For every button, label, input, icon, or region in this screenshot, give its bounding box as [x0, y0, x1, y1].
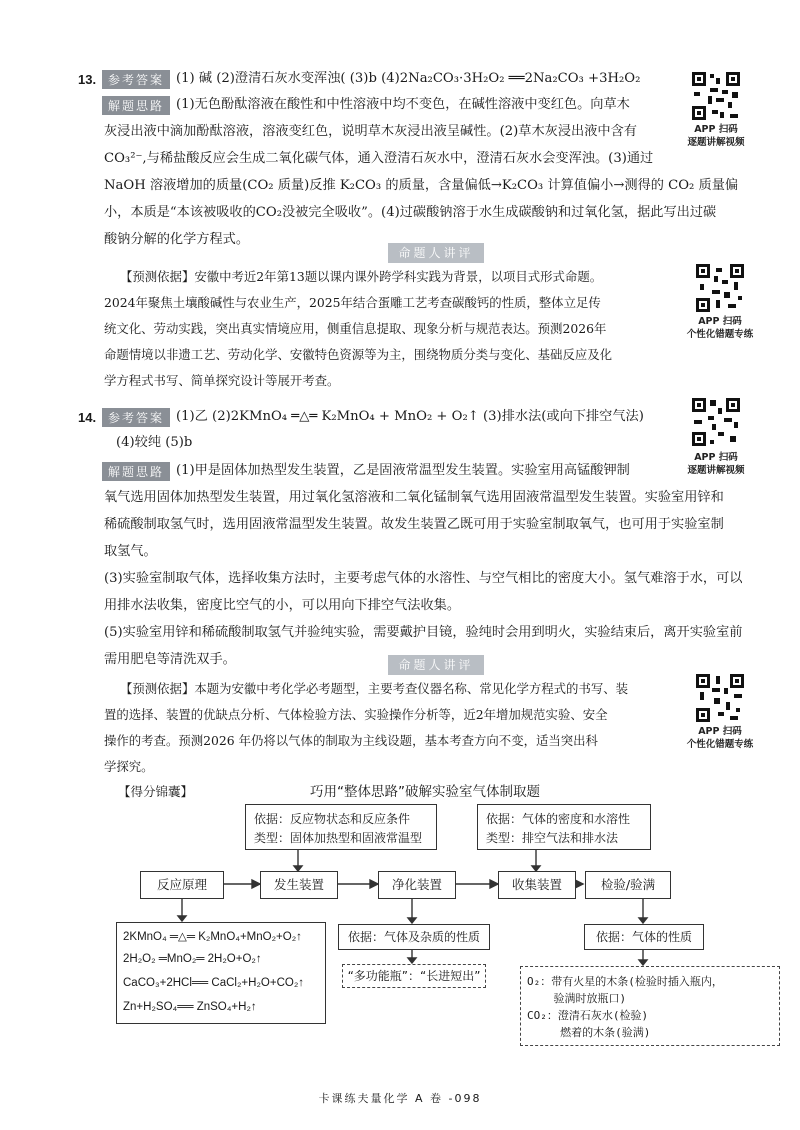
equation: 2H₂O₂ ═MnO₂═ 2H₂O+O₂↑ — [123, 953, 262, 965]
prediction-line: 【预测依据】本题为安徽中考化学必考题型，主要考查仪器名称、常见化学方程式的书写、装 — [120, 681, 629, 696]
qr-caption: APP 扫码 — [698, 316, 742, 327]
analysis-line: 稀硫酸制取氢气时，选用固液常温型发生装置。故发生装置乙既可用于实验室制取氧气，也可用于实验室制 — [104, 517, 724, 532]
collection-basis-text: 依据：气体的密度和水溶性 — [486, 812, 631, 826]
test-line: O₂：带有火星的木条(检验时插入瓶内， — [527, 975, 723, 988]
analysis-line: 氧气选用固体加热型发生装置，用过氧化氢溶液和二氧化锰制氧气选用固液常温型发生装置。实验室用锌和 — [104, 490, 724, 505]
test-line: CO₂：澄清石灰水(检验) — [527, 1009, 649, 1022]
generation-type-text: 类型：固体加热型和固液常温型 — [254, 831, 423, 845]
generation-basis-box — [245, 804, 437, 850]
test-methods-box — [520, 966, 780, 1046]
diagram-title: 巧用“整体思路”破解实验室气体制取题 — [310, 784, 540, 800]
answer-text: (1) 碱 (2)澄清石灰水变浑浊( (3)b (4)2Na₂CO₃·3H₂O₂ ══2Na₂CO₃ +3H₂O₂ — [176, 71, 641, 86]
analysis-line: 需用肥皂等清洗双手。 — [104, 652, 236, 667]
analysis-line: 用排水法收集，密度比空气的小，可以用向下排空气法收集。 — [104, 598, 461, 613]
qr-caption: 个性化错题专练 — [686, 739, 754, 750]
question-number-13: 13. — [78, 72, 97, 87]
analysis-line: 小，本质是“本该被吸收的CO₂没被完全吸收”。(4)过碳酸钠溶于水生成碳酸钠和过氧化氢，据此写出过碳 — [104, 205, 717, 220]
step-generation-device: 发生装置 — [260, 871, 338, 899]
analysis-line: CO₃²⁻,与稀盐酸反应会生成二氧化碳气体，通入澄清石灰水中，澄清石灰水会变浑浊。(3)通过 — [104, 151, 654, 166]
qr-caption: APP 扫码 — [694, 452, 738, 463]
prediction-line: 学探究。 — [104, 759, 154, 774]
analysis-line: 酸钠分解的化学方程式。 — [104, 232, 250, 247]
qr-caption: APP 扫码 — [698, 726, 742, 737]
analysis-line: (1)甲是固体加热型发生装置，乙是固液常温型发生装置。实验室用高锰酸钾制 — [176, 463, 630, 478]
prediction-line: 2024年聚焦土壤酸碱性与农业生产，2025年结合蛋雕工艺考查碳酸钙的性质，整体立足传 — [104, 295, 601, 310]
equation: Zn+H₂SO₄══ ZnSO₄+H₂↑ — [123, 1001, 257, 1013]
answer-tag: 参考答案 — [102, 408, 170, 427]
qr-caption: 逐题讲解视频 — [687, 465, 745, 476]
tips-label: 【得分锦囊】 — [118, 784, 194, 799]
prediction-line: 操作的考查。预测2026 年仍将以气体的制取为主线设题，基本考查方向不变，适当突出科 — [104, 733, 598, 748]
equation: CaCO₃+2HCl══ CaCl₂+H₂O+CO₂↑ — [123, 977, 305, 989]
question-number-14: 14. — [78, 410, 97, 425]
analysis-line: (5)实验室用锌和稀硫酸制取氢气并验纯实验，需要戴护目镜，验纯时会用到明火，实验结束后，离开实验室前 — [104, 625, 743, 640]
prediction-line: 统文化、劳动实践，突出真实情境应用，侧重信息提取、现象分析与规范表达。预测2026年 — [104, 321, 607, 336]
analysis-line: 取氢气。 — [104, 544, 157, 559]
test-basis-box: 依据：气体的性质 — [584, 924, 704, 950]
analysis-line: 灰浸出液中滴加酚酞溶液，溶液变红色，说明草木灰浸出液呈碱性。(2)草木灰浸出液中含有 — [104, 124, 637, 139]
qr-caption: APP 扫码 — [694, 124, 738, 135]
prediction-line: 命题情境以非遗工艺、劳动化学、安徽特色资源等为主，围绕物质分类与变化、基础反应及化 — [104, 347, 613, 362]
test-line: 燃着的木条(验满) — [527, 1026, 651, 1039]
collection-type-text: 类型：排空气法和排水法 — [486, 831, 619, 845]
qr-caption: 逐题讲解视频 — [687, 137, 745, 148]
commentary-banner: 命题人讲评 — [388, 655, 484, 675]
step-purification-device: 净化装置 — [378, 871, 456, 899]
analysis-line: (3)实验室制取气体，选择收集方法时，主要考虑气体的水溶性、与空气相比的密度大小。氢气难溶于水，可以 — [104, 571, 743, 586]
analysis-line: (1)无色酚酞溶液在酸性和中性溶液中均不变色，在碱性溶液中变红色。向草木 — [176, 97, 630, 112]
commentary-banner: 命题人讲评 — [388, 243, 484, 263]
answer-line: (4)较纯 (5)b — [116, 435, 193, 450]
step-collection-device: 收集装置 — [498, 871, 576, 899]
prediction-line: 学方程式书写、简单探究设计等展开考查。 — [104, 373, 340, 388]
page-footer: 卡课练夫量化学 A 卷 -098 — [318, 1092, 482, 1105]
equations-box — [116, 922, 326, 1024]
analysis-tag: 解题思路 — [102, 96, 170, 115]
analysis-tag: 解题思路 — [102, 462, 170, 481]
qr-caption: 个性化错题专练 — [686, 329, 754, 340]
analysis-line: NaOH 溶液增加的质量(CO₂ 质量)反推 K₂CO₃ 的质量，含量偏低→K₂CO₃ 计算值偏小→测得的 CO₂ 质量偏 — [104, 178, 739, 193]
answer-line: (1)乙 (2)2KMnO₄ ═△═ K₂MnO₄ + MnO₂ + O₂↑ (3)排水法(或向下排空气法) — [176, 409, 644, 424]
prediction-line: 置的选择、装置的优缺点分析、气体检验方法、实验操作分析等，近2年增加规范实验、安全 — [104, 707, 608, 722]
test-line: 验满时放瓶口) — [527, 992, 627, 1005]
answer-tag: 参考答案 — [102, 70, 170, 89]
step-reaction-principle: 反应原理 — [140, 871, 224, 899]
generation-basis-text: 依据：反应物状态和反应条件 — [254, 812, 411, 826]
purify-basis-box: 依据：气体及杂质的性质 — [338, 924, 490, 950]
purify-note-box: “多功能瓶”：“长进短出” — [342, 964, 486, 988]
prediction-line: 【预测依据】安徽中考近2年第13题以课内课外跨学科实践为背景，以项目式形式命题。 — [120, 269, 603, 284]
collection-basis-box — [477, 804, 651, 850]
step-test-full: 检验/验满 — [585, 871, 671, 899]
equation: 2KMnO₄ ═△═ K₂MnO₄+MnO₂+O₂↑ — [123, 931, 302, 943]
